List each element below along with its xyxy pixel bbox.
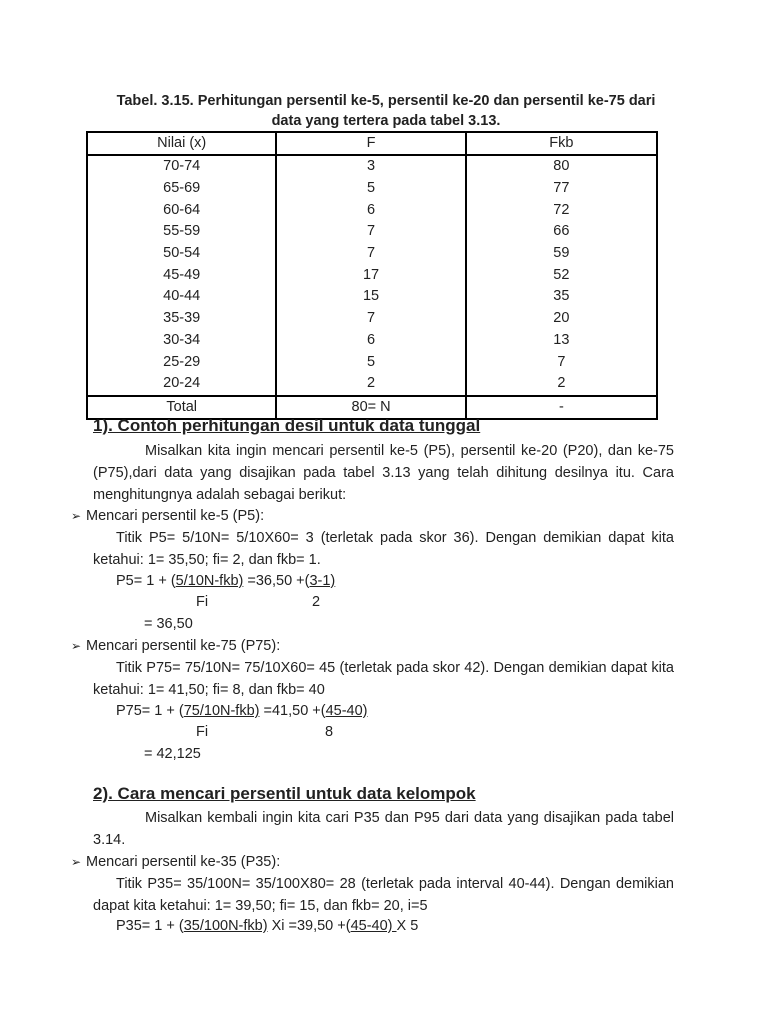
cell-fkb: 13	[466, 330, 657, 352]
table-row	[87, 286, 657, 308]
p35-formula: P35= 1 + (35/100N-fkb) Xi =39,50 +(45-40) X 5	[116, 918, 419, 934]
cell-nilai: 60-64	[87, 199, 276, 221]
cell-f: 6	[276, 330, 465, 352]
cell-fkb: 35	[466, 286, 657, 308]
cell-fkb: 59	[466, 243, 657, 265]
column-header-f: F	[276, 132, 465, 155]
bullet-p75: ➢ Mencari persentil ke-75 (P75):	[71, 636, 280, 658]
cell-fkb: 77	[466, 178, 657, 200]
table-row	[87, 155, 657, 178]
table-caption	[86, 91, 686, 131]
cell-f: 6	[276, 199, 465, 221]
cell-nilai: 50-54	[87, 243, 276, 265]
table-body	[87, 155, 657, 419]
section-2-intro: Misalkan kembali ingin kita cari P35 dan P95 dari data yang disajikan pada tabel 3.14.	[93, 810, 674, 848]
caption-line-2: data yang tertera pada tabel 3.13.	[271, 113, 501, 129]
p5-result: = 36,50	[144, 616, 193, 632]
bullet-p5: ➢ Mencari persentil ke-5 (P5):	[71, 506, 264, 528]
cell-f: 5	[276, 351, 465, 373]
section-2-heading: 2). Cara mencari persentil untuk data kelompok	[93, 784, 476, 803]
cell-f: 7	[276, 243, 465, 265]
cell-fkb: 2	[466, 373, 657, 396]
cell-nilai: 35-39	[87, 308, 276, 330]
table-row	[87, 351, 657, 373]
p5-denom-value: 2	[312, 594, 321, 610]
bullet-p35: ➢ Mencari persentil ke-35 (P35):	[71, 852, 280, 874]
cell-f: 17	[276, 264, 465, 286]
cell-fkb: 80	[466, 155, 657, 178]
p5-text: Titik P5= 5/10N= 5/10X60= 3 (terletak pada skor 36). Dengan demikian dapat kita ketahui: 1= 35,50; fi= 2, dan fkb= 1.	[93, 530, 674, 568]
section-1-heading: 1). Contoh perhitungan desil untuk data tunggal	[93, 416, 481, 435]
p75-text: Titik P75= 75/10N= 75/10X60= 45 (terletak pada skor 42). Dengan demikian dapat kita ketahui: 1= 41,50; fi= 8, dan fkb= 40	[93, 660, 674, 698]
cell-fkb: 66	[466, 221, 657, 243]
table-row	[87, 308, 657, 330]
total-f: 80= N	[276, 396, 465, 420]
cell-f: 7	[276, 221, 465, 243]
cell-nilai: 20-24	[87, 373, 276, 396]
caption-line-1: Tabel. 3.15. Perhitungan persentil ke-5, persentil ke-20 dan persentil ke-75 dari	[116, 93, 656, 109]
cell-fkb: 7	[466, 351, 657, 373]
cell-fkb: 20	[466, 308, 657, 330]
cell-f: 7	[276, 308, 465, 330]
table-row	[87, 178, 657, 200]
table-row	[87, 264, 657, 286]
p5-denom-fi: Fi	[196, 594, 209, 610]
total-fkb: -	[466, 396, 657, 420]
arrow-bullet-icon: ➢	[71, 639, 82, 653]
p5-formula: P5= 1 + (5/10N-fkb) =36,50 +(3-1)	[116, 573, 336, 589]
cell-f: 2	[276, 373, 465, 396]
p75-formula: P75= 1 + (75/10N-fkb) =41,50 +(45-40)	[116, 703, 368, 719]
cell-nilai: 55-59	[87, 221, 276, 243]
cell-nilai: 30-34	[87, 330, 276, 352]
cell-fkb: 52	[466, 264, 657, 286]
table-row	[87, 199, 657, 221]
arrow-bullet-icon: ➢	[71, 855, 82, 869]
cell-f: 3	[276, 155, 465, 178]
cell-nilai: 25-29	[87, 351, 276, 373]
cell-nilai: 70-74	[87, 155, 276, 178]
percentile-table	[86, 131, 658, 420]
table-header-row	[87, 132, 657, 155]
arrow-bullet-icon: ➢	[71, 509, 82, 523]
cell-nilai: 45-49	[87, 264, 276, 286]
p75-denom-value: 8	[325, 724, 334, 740]
table-row	[87, 221, 657, 243]
column-header-fkb: Fkb	[466, 132, 657, 155]
cell-f: 15	[276, 286, 465, 308]
cell-fkb: 72	[466, 199, 657, 221]
cell-nilai: 65-69	[87, 178, 276, 200]
cell-nilai: 40-44	[87, 286, 276, 308]
p75-denom-fi: Fi	[196, 724, 209, 740]
table-row	[87, 373, 657, 396]
p35-text: Titik P35= 35/100N= 35/100X80= 28 (terletak pada interval 40-44). Dengan demikian dapat kita ketahui: 1= 39,50; fi= 15, dan fkb= 20, i=5	[93, 876, 674, 914]
column-header-nilai: Nilai (x)	[87, 132, 276, 155]
cell-f: 5	[276, 178, 465, 200]
table-row	[87, 243, 657, 265]
section-1-intro: Misalkan kita ingin mencari persentil ke-5 (P5), persentil ke-20 (P20), dan ke-75 (P75),dari data yang disajikan pada tabel 3.13 yang telah dihitung desilnya itu. Cara menghitungnya adalah sebagai berikut:	[93, 443, 674, 503]
table-row	[87, 330, 657, 352]
p75-result: = 42,125	[144, 746, 201, 762]
total-label: Total	[87, 396, 276, 420]
